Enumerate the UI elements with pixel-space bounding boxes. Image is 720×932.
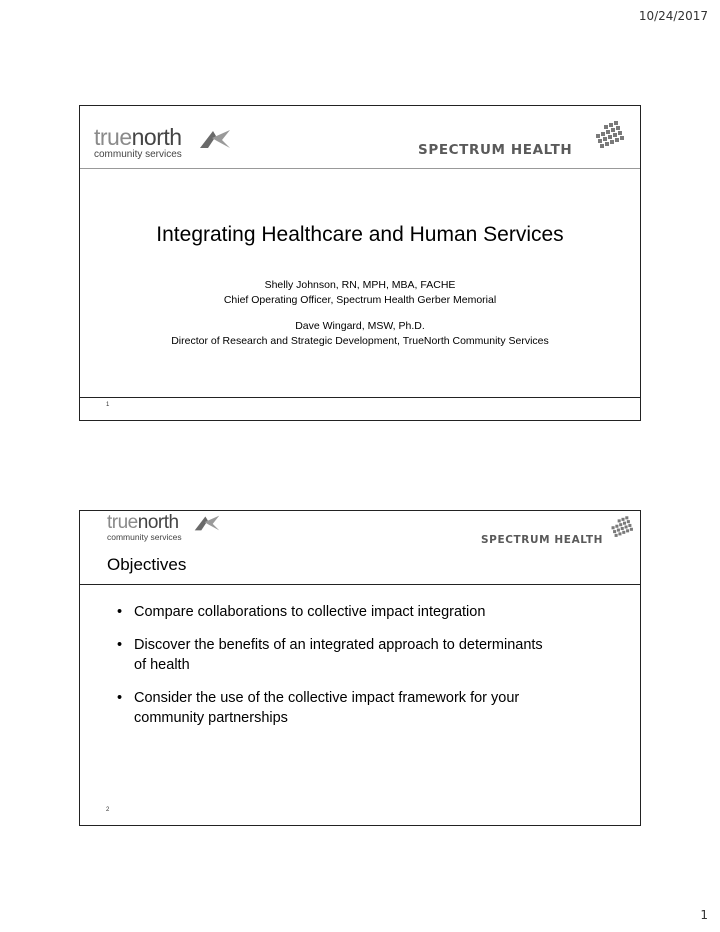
slide-2 [79,510,641,826]
spectrum-grid-icon [610,515,636,539]
list-item-line-2: community partnerships [134,710,288,726]
presenter-1 [80,278,640,308]
truenorth-logo [107,513,219,543]
presenter-2-role: Director of Research and Strategic Development, TrueNorth Community Services [171,335,549,347]
presenter-1-name: Shelly Johnson, RN, MPH, MBA, FACHE [264,279,456,291]
spectrum-health-logo-word: SPECTRUM HEALTH [418,142,573,158]
compass-arrow-icon [193,514,221,532]
spectrum-health-logo [418,120,633,160]
slide-2-title-rule [80,584,640,585]
bullet-glyph: • [117,690,123,706]
slide-1-header-rule [80,168,640,169]
bullet-glyph: • [117,604,123,620]
spectrum-health-logo [478,515,638,549]
presenter-2 [80,319,640,349]
truenorth-logo-tagline: community services [94,149,182,160]
objectives-list [117,602,617,741]
spectrum-health-logo-word: SPECTRUM HEALTH [481,534,604,546]
list-item-line-2: of health [134,657,190,673]
truenorth-logo-word-light: true [107,512,138,533]
list-item-line-1: Compare collaborations to collective impact integration [134,604,486,620]
presenter-1-role: Chief Operating Officer, Spectrum Health Gerber Memorial [223,294,497,306]
slide-2-number: 2 [106,807,110,813]
page-number: 1 [700,908,708,922]
slide-1-number: 1 [106,402,110,408]
list-item-line-1: Consider the use of the collective impact framework for your [134,690,520,706]
compass-arrow-icon [198,128,232,150]
truenorth-logo [94,126,234,160]
truenorth-logo-word-dark: north [131,124,182,150]
bullet-glyph: • [117,637,123,653]
deck-title: Integrating Healthcare and Human Services [156,223,564,246]
list-item [117,688,617,728]
list-item [117,635,617,675]
objectives-title: Objectives [107,555,187,574]
list-item-line-1: Discover the benefits of an integrated approach to determinants [134,637,543,653]
truenorth-logo-tagline: community services [107,532,182,542]
list-item [117,602,617,622]
truenorth-logo-word-light: true [94,124,132,150]
truenorth-logo-word-dark: north [137,512,179,533]
slide-1-footer-rule [80,397,640,398]
slide-1 [79,105,641,421]
page-date: 10/24/2017 [638,9,708,23]
presenter-2-name: Dave Wingard, MSW, Ph.D. [295,320,425,332]
spectrum-grid-icon [594,120,628,150]
